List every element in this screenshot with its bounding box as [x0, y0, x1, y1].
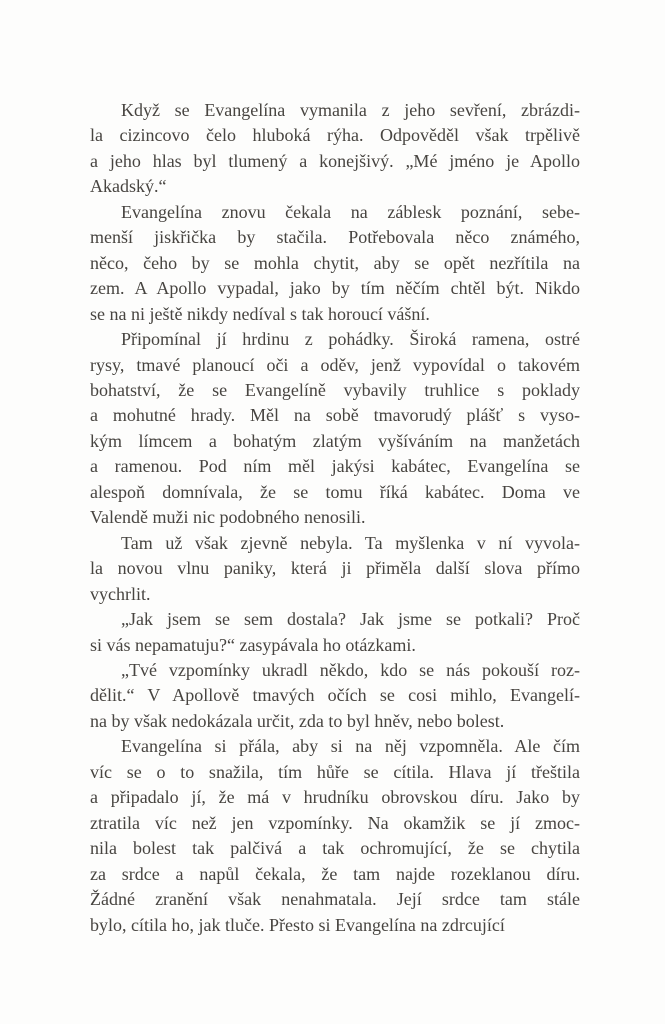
paragraph — [90, 734, 580, 938]
text-line: Tam už však zjevně nebyla. Ta myšlenka v ní vyvola- — [121, 532, 580, 553]
text-line: bohatství, že se Evangelíně vybavily truhlice s poklady — [90, 379, 580, 400]
paragraph — [90, 607, 580, 658]
text-line: „Tvé vzpomínky ukradl někdo, kdo se nás pokouší roz- — [121, 659, 580, 680]
text-line: kým límcem a bohatým zlatým vyšíváním na manžetách — [90, 430, 580, 451]
text-line: za srdce a napůl čekala, že tam najde rozeklanou díru. — [90, 863, 580, 884]
paragraph — [90, 658, 580, 734]
text-line: na by však nedokázala určit, zda to byl hněv, nebo bolest. — [90, 710, 505, 731]
text-line: si vás nepamatuju?“ zasypávala ho otázkami. — [90, 634, 416, 655]
text-line: dělit.“ V Apollově tmavých očích se cosi mihlo, Evangelí- — [90, 685, 580, 706]
text-line: alespoň domnívala, že se tomu říká kabátec. Doma ve — [90, 481, 580, 502]
paragraph — [90, 98, 580, 200]
paragraph — [90, 200, 580, 327]
text-line: Žádné zranění však nenahmatala. Její srdce tam stále — [90, 889, 580, 910]
text-line: Valendě muži nic podobného nenosili. — [90, 507, 366, 528]
text-line: a připadalo jí, že má v hrudníku obrovskou díru. Jako by — [90, 787, 580, 808]
text-line: něco, čeho by se mohla chytit, aby se opět nezřítila na — [90, 252, 580, 273]
text-line: nila bolest tak palčivá a tak ochromující, že se chytila — [90, 838, 580, 859]
text-line: Evangelína znovu čekala na záblesk poznání, sebe- — [121, 201, 580, 222]
text-line: Evangelína si přála, aby si na něj vzpomněla. Ale čím — [121, 736, 580, 757]
text-line: se na ni ještě nikdy nedíval s tak horoucí vášní. — [90, 303, 430, 324]
text-line: bylo, cítila ho, jak tluče. Přesto si Evangelína na zdrcující — [90, 914, 505, 935]
paragraph — [90, 531, 580, 607]
text-line: a mohutné hrady. Měl na sobě tmavorudý plášť s vyso- — [90, 405, 580, 426]
text-line: vychrlit. — [90, 583, 151, 604]
text-line: Připomínal jí hrdinu z pohádky. Široká ramena, ostré — [121, 329, 580, 350]
text-line: Když se Evangelína vymanila z jeho sevření, zbrázdi- — [121, 100, 580, 120]
text-line: víc se o to snažila, tím hůře se cítila. Hlava jí třeštila — [90, 761, 580, 782]
paragraph — [90, 327, 580, 531]
text-line: ztratila víc než jen vzpomínky. Na okamžik se jí zmoc- — [90, 812, 580, 833]
text-line: „Jak jsem se sem dostala? Jak jsme se potkali? Proč — [121, 609, 580, 630]
text-line: menší jiskřička by stačila. Potřebovala něco známého, — [90, 227, 580, 248]
page-text — [90, 98, 580, 938]
text-line: a jeho hlas byl tlumený a konejšivý. „Mé jméno je Apollo — [90, 150, 580, 171]
text-line: la cizincovo čelo hluboká rýha. Odpověděl však trpělivě — [90, 125, 580, 146]
text-line: zem. A Apollo vypadal, jako by tím něčím chtěl být. Nikdo — [90, 278, 580, 299]
text-line: a ramenou. Pod ním měl jakýsi kabátec, Evangelína se — [90, 456, 580, 477]
text-line: la novou vlnu paniky, která ji přiměla další slova přímo — [90, 558, 580, 579]
text-line: rysy, tmavé planoucí oči a oděv, jenž vypovídal o takovém — [90, 354, 580, 375]
text-line: Akadský.“ — [90, 176, 167, 197]
